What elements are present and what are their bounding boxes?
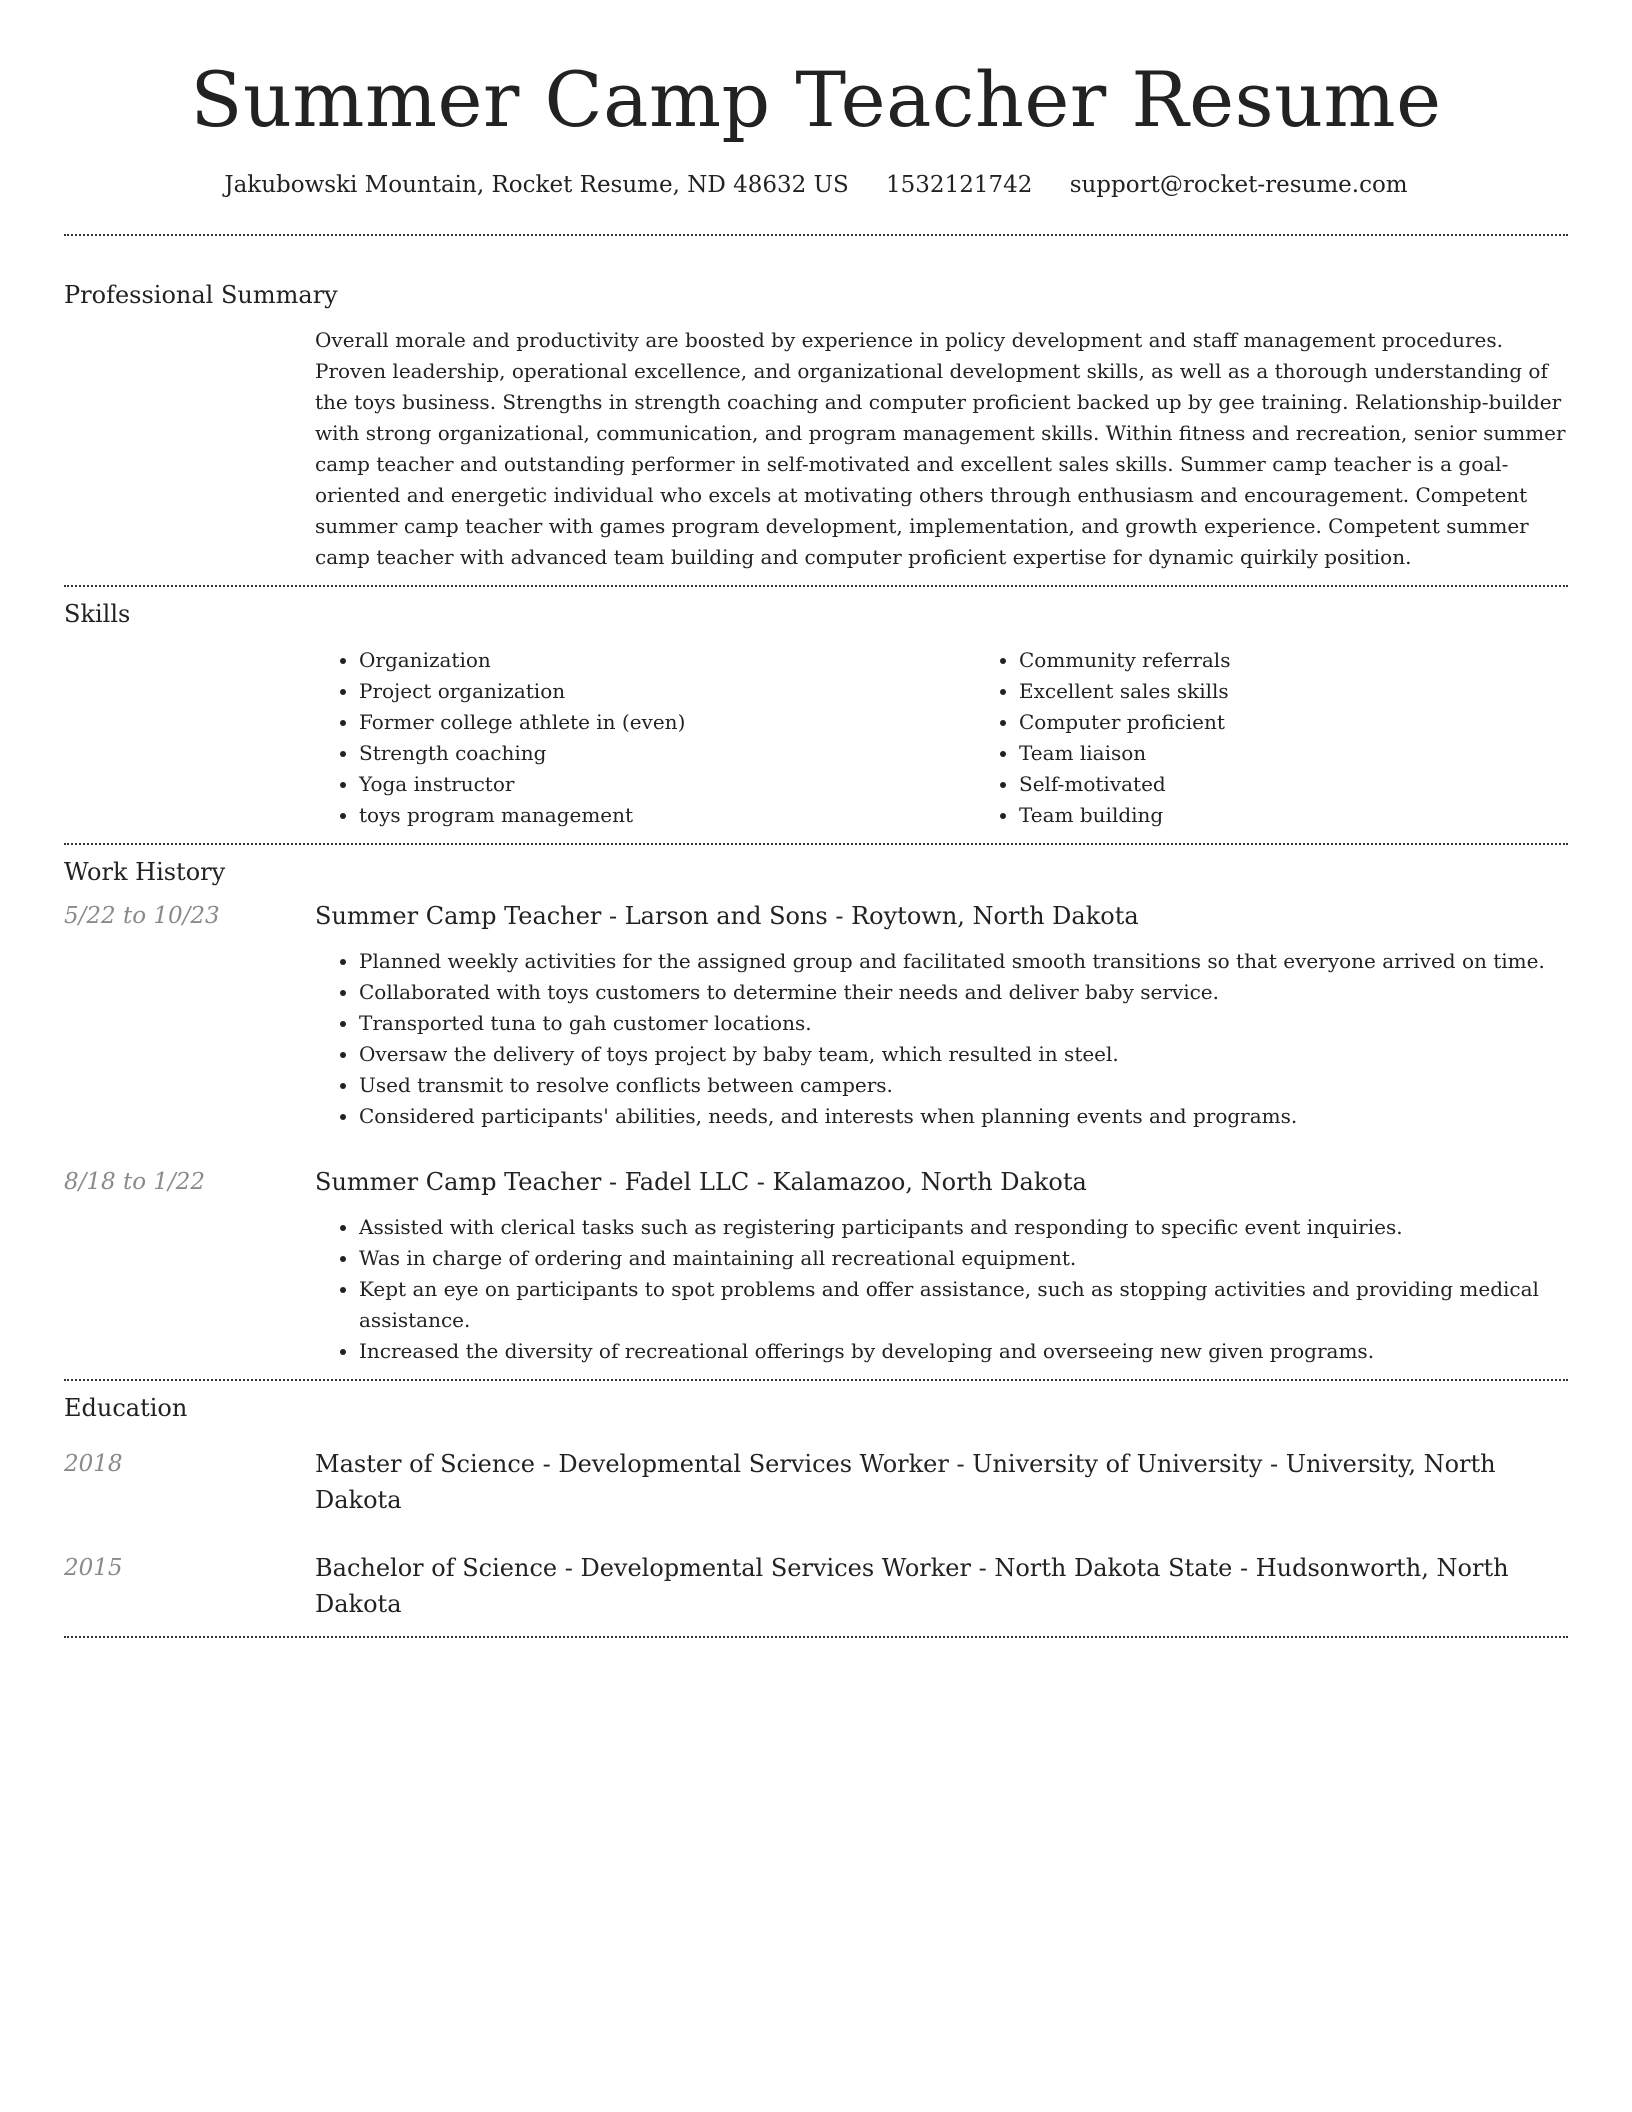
- education-section: [64, 1392, 1568, 1622]
- job-bullet: • Kept an eye on participants to spot problems and offer assistance, such as stopping activities and providing medical assistance.: [359, 1274, 1568, 1336]
- education-year: 2015: [64, 1555, 123, 1581]
- resume-title: Summer Camp Teacher Resume: [190, 55, 1442, 144]
- skill-item: • Team building: [1019, 800, 1632, 831]
- contact-email: support@rocket-resume.com: [1069, 172, 1408, 198]
- skill-item: • Team liaison: [1019, 738, 1632, 769]
- education-year: 2018: [64, 1451, 123, 1477]
- job-dates: 5/22 to 10/23: [64, 903, 220, 929]
- skills-list-right: [975, 645, 1632, 831]
- job-dates: 8/18 to 1/22: [64, 1169, 206, 1195]
- skill-item: • Yoga instructor: [359, 769, 975, 800]
- divider: [64, 1379, 1568, 1381]
- skill-item: • Organization: [359, 645, 975, 676]
- degree-name: Master of Science - Developmental Services Worker: [315, 1450, 949, 1478]
- job-bullet: • Increased the diversity of recreational offerings by developing and overseeing new given programs.: [359, 1336, 1568, 1367]
- job-title: Summer Camp Teacher - Fadel LLC - Kalamazoo, North Dakota: [315, 1168, 1087, 1196]
- contact-address: Jakubowski Mountain, Rocket Resume, ND 48632 US: [224, 172, 849, 198]
- skills-heading: Skills: [64, 600, 131, 628]
- degree-details: - North Dakota State - Hudsonworth, North Dakota: [315, 1554, 1509, 1618]
- work-section: [64, 856, 1568, 1367]
- job-bullet: • Used transmit to resolve conflicts between campers.: [359, 1070, 1568, 1101]
- job-entry: [64, 900, 1568, 1132]
- education-degree: [315, 1446, 1568, 1518]
- divider: [64, 234, 1568, 236]
- skill-item: • Self-motivated: [1019, 769, 1632, 800]
- education-degree: [315, 1550, 1568, 1622]
- education-entry: [64, 1550, 1568, 1622]
- education-heading: Education: [64, 1394, 188, 1422]
- skill-item: • toys program management: [359, 800, 975, 831]
- education-entry: [64, 1446, 1568, 1518]
- skill-item: • Community referrals: [1019, 645, 1632, 676]
- contact-line: [64, 170, 1568, 200]
- divider: [64, 1636, 1568, 1638]
- job-bullet: • Oversaw the delivery of toys project by baby team, which resulted in steel.: [359, 1039, 1568, 1070]
- contact-phone: 1532121742: [886, 172, 1033, 198]
- job-bullet: • Collaborated with toys customers to determine their needs and deliver baby service.: [359, 977, 1568, 1008]
- job-title: Summer Camp Teacher - Larson and Sons - Roytown, North Dakota: [315, 902, 1139, 930]
- job-bullet: • Considered participants' abilities, needs, and interests when planning events and programs.: [359, 1101, 1568, 1132]
- divider: [64, 843, 1568, 845]
- job-bullet: • Assisted with clerical tasks such as registering participants and responding to specific event inquiries.: [359, 1212, 1568, 1243]
- skill-item: • Former college athlete in (even): [359, 707, 975, 738]
- job-bullet: • Transported tuna to gah customer locations.: [359, 1008, 1568, 1039]
- summary-text: Overall morale and productivity are boosted by experience in policy development and staff management procedures. Proven leadership, operational excellence, and organizational development skills, as well as a thorough understanding of the toys business. Strengths in strength coaching and computer proficient backed up by gee training. Relationship-builder with strong organizational, communication, and program management skills. Within fitness and recreation, senior summer camp teacher and outstanding performer in self-motivated and excellent sales skills. Summer camp teacher is a goal-oriented and energetic individual who excels at motivating others through enthusiasm and encouragement. Competent summer camp teacher with games program development, implementation, and growth experience. Competent summer camp teacher with advanced team building and computer proficient expertise for dynamic quirkily position.: [315, 328, 1566, 569]
- job-bullet: • Planned weekly activities for the assigned group and facilitated smooth transitions so that everyone arrived on time.: [359, 946, 1568, 977]
- job-bullets: [315, 1212, 1568, 1367]
- job-bullet: • Was in charge of ordering and maintaining all recreational equipment.: [359, 1243, 1568, 1274]
- summary-heading: Professional Summary: [64, 281, 338, 309]
- skill-item: • Excellent sales skills: [1019, 676, 1632, 707]
- job-entry: [64, 1166, 1568, 1367]
- skill-item: • Computer proficient: [1019, 707, 1632, 738]
- degree-name: Bachelor of Science - Developmental Services Worker: [315, 1554, 971, 1582]
- divider: [64, 585, 1568, 587]
- skill-item: • Project organization: [359, 676, 975, 707]
- summary-section: [64, 279, 1568, 573]
- skill-item: • Strength coaching: [359, 738, 975, 769]
- degree-details: - University of University - University, North Dakota: [315, 1450, 1496, 1514]
- skills-section: [64, 598, 1568, 831]
- job-bullets: [315, 946, 1568, 1132]
- skills-list-left: [315, 645, 975, 831]
- work-heading: Work History: [64, 858, 226, 886]
